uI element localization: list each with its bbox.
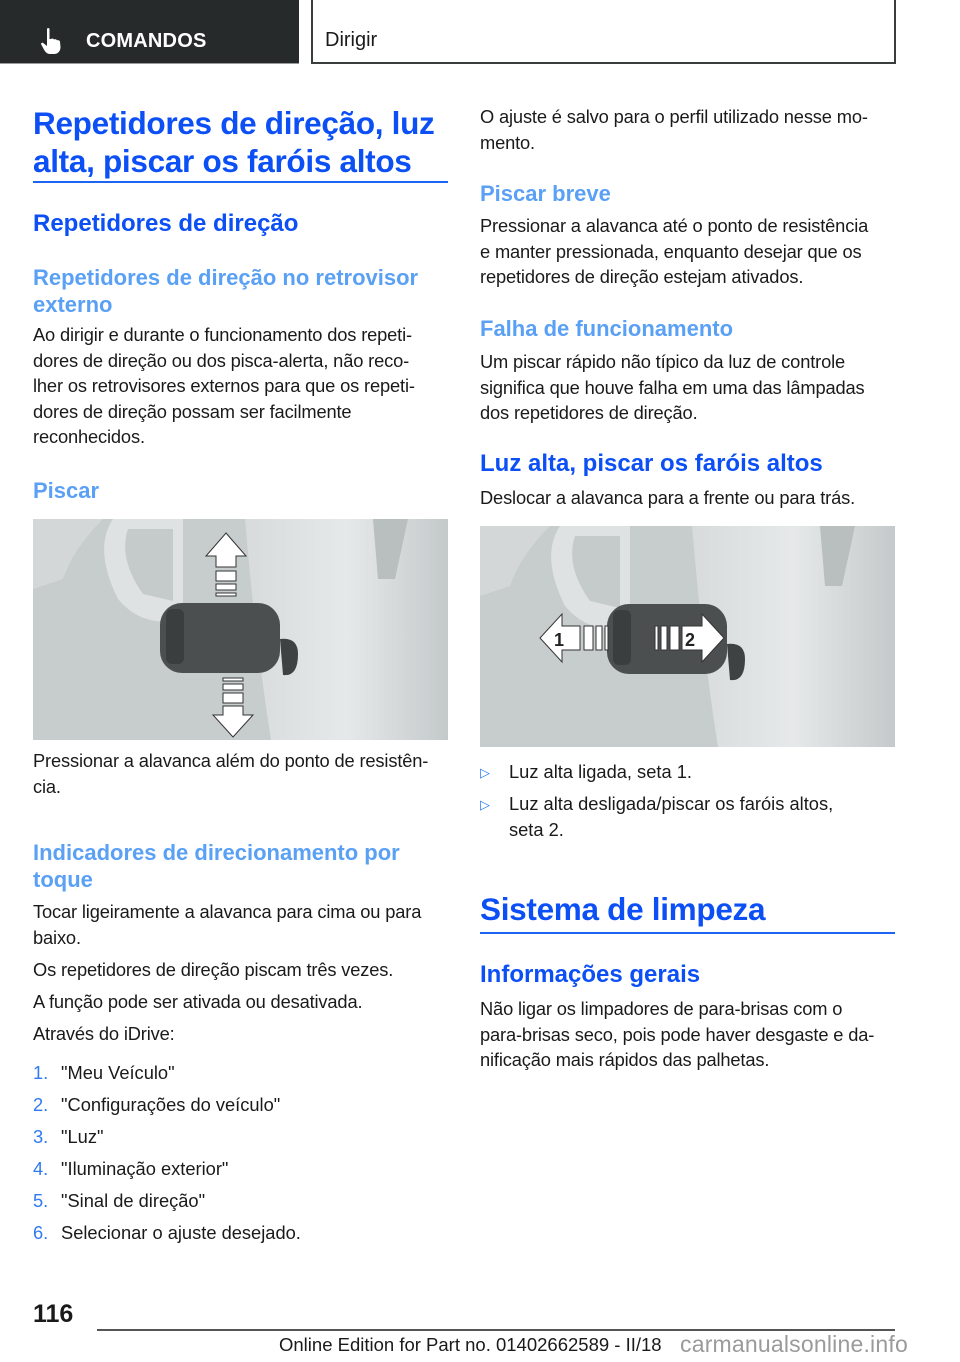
page-title-line-2: alta, piscar os faróis altos: [33, 143, 412, 179]
triangle-bullet-icon: ▷: [480, 797, 490, 812]
mirror-paragraph: [33, 322, 448, 450]
touch-paragraph-1: [33, 899, 448, 950]
lever-up-down-figure: [33, 519, 448, 740]
subheading-general-info: Informações gerais: [480, 961, 701, 988]
step-text: "Iluminação exterior": [61, 1158, 229, 1179]
text-line: e manter pressionada, enquanto desejar que os: [480, 240, 862, 262]
high-beam-paragraph: Deslocar a alavanca para a frente ou para trás.: [480, 487, 856, 508]
subheading-line-2: externo: [33, 292, 113, 317]
step-number: 5.: [33, 1190, 49, 1211]
page-title: [33, 104, 448, 180]
subheading-blink: Piscar: [33, 478, 100, 503]
section-heading-high-beam: Luz alta, piscar os faróis altos: [480, 450, 823, 477]
page-number: 116: [33, 1300, 74, 1328]
text-line: cia.: [33, 775, 61, 797]
text-line: Um piscar rápido não típico da luz de controle: [480, 351, 846, 372]
bullet-text: Luz alta ligada, seta 1.: [509, 761, 692, 782]
text-line: para-brisas seco, pois pode haver desgaste e da-: [480, 1023, 875, 1045]
subheading-malfunction: Falha de funcionamento: [480, 316, 734, 341]
malfunction-paragraph: [480, 349, 895, 426]
edition-text: Online Edition for Part no. 01402662589 - II/18: [279, 1334, 662, 1355]
subheading-brief-blink: Piscar breve: [480, 181, 611, 206]
text-line: Pressionar a alavanca até o ponto de resistência: [480, 215, 869, 236]
watermark-link[interactable]: carmanualsonline.info: [680, 1331, 908, 1357]
subheading-line-1: Repetidores de direção no retrovisor: [33, 265, 419, 290]
text-line: baixo.: [33, 926, 81, 948]
text-line: seta 2.: [509, 818, 564, 840]
general-info-paragraph: [480, 996, 895, 1073]
text-line: significa que houve falha em uma das lâmpadas: [480, 376, 865, 398]
svg-text:1: 1: [554, 630, 565, 650]
section-label: COMANDOS: [86, 30, 207, 52]
text-line: dos repetidores de direção.: [480, 402, 698, 423]
saved-paragraph: [480, 104, 895, 155]
high-beam-lever-illustration: [480, 526, 895, 747]
touch-paragraph-4: Através do iDrive:: [33, 1023, 175, 1044]
text-line: mento.: [480, 131, 535, 153]
subheading-line-2: toque: [33, 867, 93, 892]
section-heading-turn-signals: Repetidores de direção: [33, 210, 299, 237]
text-line: Tocar ligeiramente a alavanca para cima ou para: [33, 901, 422, 922]
bullet-text: [509, 791, 899, 842]
text-line: dores de direção possam ser facilmente: [33, 400, 352, 422]
step-number: 2.: [33, 1094, 49, 1115]
lever-forward-back-figure: [480, 526, 895, 747]
section-title-cleaning: Sistema de limpeza: [480, 891, 766, 927]
svg-text:2: 2: [685, 630, 696, 650]
touch-paragraph-2: Os repetidores de direção piscam três vezes.: [33, 959, 394, 980]
step-number: 3.: [33, 1126, 49, 1147]
text-line: lher os retrovisores externos para que os repeti-: [33, 375, 415, 396]
subheading-line-1: Indicadores de direcionamento por: [33, 840, 400, 865]
text-line: nificação mais rápidos das palhetas.: [480, 1049, 770, 1070]
brief-blink-paragraph: [480, 213, 895, 290]
text-line: Pressionar a alavanca além do ponto de resistên-: [33, 750, 429, 771]
text-line: repetidores de direção estejam ativados.: [480, 266, 804, 287]
subheading-touch-indicators: [33, 839, 448, 893]
step-text: "Configurações do veículo": [61, 1094, 281, 1115]
triangle-bullet-icon: ▷: [480, 765, 490, 780]
page-title-line-1: Repetidores de direção, luz: [33, 105, 435, 141]
cleaning-title-rule: [480, 932, 895, 934]
text-line: O ajuste é salvo para o perfil utilizado nesse mo-: [480, 106, 868, 127]
blink-caption: [33, 748, 448, 799]
step-text: "Meu Veículo": [61, 1062, 175, 1083]
step-number: 4.: [33, 1158, 49, 1179]
text-line: Ao dirigir e durante o funcionamento dos repeti-: [33, 324, 412, 345]
title-rule: [33, 181, 448, 183]
chapter-tab: [311, 0, 896, 64]
step-text: "Sinal de direção": [61, 1190, 206, 1211]
subheading-mirror-signals: [33, 264, 448, 318]
touch-paragraph-3: A função pode ser ativada ou desativada.: [33, 991, 363, 1012]
chapter-label: Dirigir: [325, 29, 378, 51]
turn-signal-lever-illustration: [33, 519, 448, 740]
step-text: Selecionar o ajuste desejado.: [61, 1222, 301, 1243]
text-line: Não ligar os limpadores de para-brisas com o: [480, 998, 843, 1019]
pointing-hand-icon: [40, 27, 64, 55]
step-text: "Luz": [61, 1126, 104, 1147]
section-tab: [0, 0, 299, 64]
step-number: 6.: [33, 1222, 49, 1243]
text-line: dores de direção ou dos pisca-alerta, não reco-: [33, 349, 410, 371]
text-line: Luz alta desligada/piscar os faróis altos,: [509, 793, 834, 814]
step-number: 1.: [33, 1062, 49, 1083]
text-line: reconhecidos.: [33, 426, 145, 447]
